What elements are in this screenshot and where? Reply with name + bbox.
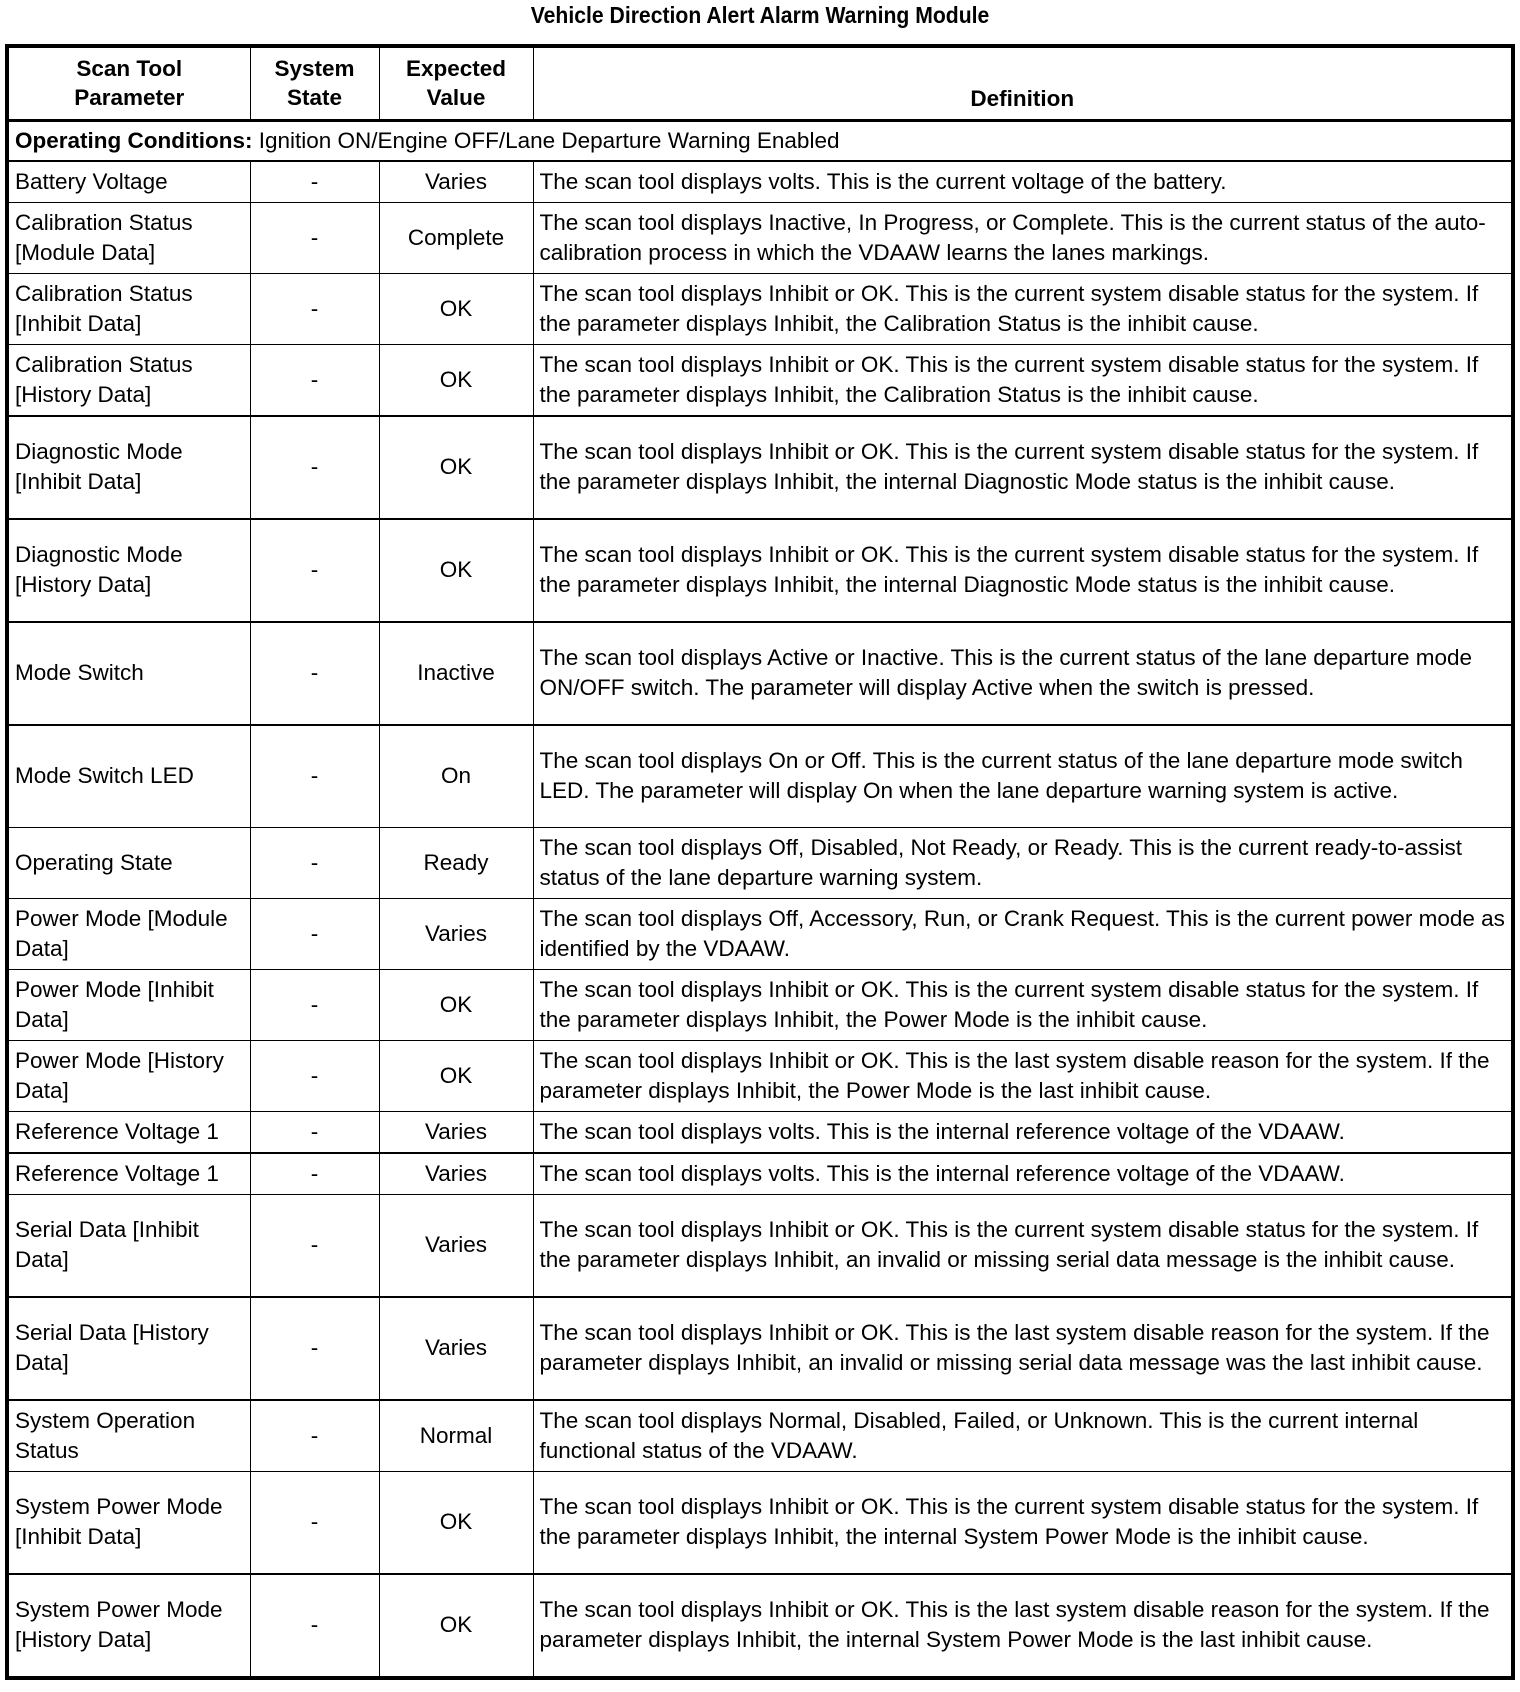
system-state-cell: -: [250, 1111, 379, 1153]
expected-value-cell: Normal: [379, 1400, 533, 1472]
parameter-cell: Serial Data [Inhibit Data]: [7, 1194, 250, 1297]
expected-value-cell: Varies: [379, 1111, 533, 1153]
column-header-line: Expected: [405, 56, 507, 82]
parameter-cell: System Power Mode [Inhibit Data]: [7, 1471, 250, 1574]
expected-value-cell: Complete: [379, 202, 533, 273]
parameter-cell: Serial Data [History Data]: [7, 1297, 250, 1400]
parameter-cell: Power Mode [Module Data]: [7, 898, 250, 969]
system-state-cell: -: [250, 1574, 379, 1678]
table-row: [7, 1111, 1513, 1153]
column-header-line: Scan Tool: [76, 56, 183, 82]
system-state-cell: -: [250, 898, 379, 969]
table-row: [7, 1194, 1513, 1297]
table-row: [7, 1040, 1513, 1111]
table-row: [7, 273, 1513, 344]
table-row: [7, 416, 1513, 519]
system-state-cell: -: [250, 725, 379, 828]
system-state-cell: -: [250, 416, 379, 519]
parameter-cell: Operating State: [7, 827, 250, 898]
definition-cell: The scan tool displays Off, Disabled, Not Ready, or Ready. This is the current ready-to-assist status of the lane departure warning system.: [533, 827, 1513, 898]
system-state-cell: -: [250, 622, 379, 725]
expected-value-cell: OK: [379, 1471, 533, 1574]
system-state-cell: -: [250, 1297, 379, 1400]
definition-cell: The scan tool displays Inhibit or OK. This is the current system disable status for the system. If the parameter displays Inhibit, the Calibration Status is the inhibit cause.: [533, 344, 1513, 416]
column-header-expected-value: [379, 46, 533, 120]
definition-cell: The scan tool displays Inactive, In Progress, or Complete. This is the current status of the auto-calibration process in which the VDAAW learns the lanes markings.: [533, 202, 1513, 273]
table-row: [7, 622, 1513, 725]
operating-conditions-value: Ignition ON/Engine OFF/Lane Departure Warning Enabled: [252, 127, 840, 153]
system-state-cell: -: [250, 273, 379, 344]
scan-tool-parameter-table: [5, 44, 1515, 1680]
parameter-cell: Diagnostic Mode [History Data]: [7, 519, 250, 622]
expected-value-cell: OK: [379, 969, 533, 1040]
system-state-cell: -: [250, 519, 379, 622]
definition-cell: The scan tool displays Inhibit or OK. This is the last system disable reason for the system. If the parameter displays Inhibit, the internal System Power Mode is the last inhibit cause.: [533, 1574, 1513, 1678]
parameter-cell: System Power Mode [History Data]: [7, 1574, 250, 1678]
parameter-cell: Power Mode [History Data]: [7, 1040, 250, 1111]
definition-cell: The scan tool displays Off, Accessory, Run, or Crank Request. This is the current power mode as identified by the VDAAW.: [533, 898, 1513, 969]
column-header-line: State: [286, 85, 343, 111]
parameter-cell: Power Mode [Inhibit Data]: [7, 969, 250, 1040]
document-title: Vehicle Direction Alert Alarm Warning Module: [530, 2, 990, 28]
expected-value-cell: Varies: [379, 1297, 533, 1400]
operating-conditions-cell: [7, 120, 1513, 161]
table-row: [7, 202, 1513, 273]
definition-cell: The scan tool displays volts. This is the internal reference voltage of the VDAAW.: [533, 1111, 1513, 1153]
column-header-line: Definition: [970, 85, 1075, 111]
system-state-cell: -: [250, 1194, 379, 1297]
expected-value-cell: OK: [379, 1040, 533, 1111]
definition-cell: The scan tool displays Inhibit or OK. This is the current system disable status for the system. If the parameter displays Inhibit, the internal System Power Mode is the inhibit cause.: [533, 1471, 1513, 1574]
table-row: [7, 898, 1513, 969]
parameter-cell: Reference Voltage 1: [7, 1111, 250, 1153]
expected-value-cell: Inactive: [379, 622, 533, 725]
definition-cell: The scan tool displays volts. This is the current voltage of the battery.: [533, 161, 1513, 203]
system-state-cell: -: [250, 827, 379, 898]
column-header-line: Parameter: [74, 85, 185, 111]
operating-conditions-label: Operating Conditions:: [15, 127, 253, 153]
system-state-cell: -: [250, 969, 379, 1040]
system-state-cell: -: [250, 1400, 379, 1472]
system-state-cell: -: [250, 1153, 379, 1195]
column-header-line: Value: [426, 85, 486, 111]
table-row: [7, 1400, 1513, 1472]
table-header-row: [7, 46, 1513, 120]
system-state-cell: -: [250, 1040, 379, 1111]
parameter-cell: Calibration Status [Module Data]: [7, 202, 250, 273]
table-row: [7, 969, 1513, 1040]
system-state-cell: -: [250, 344, 379, 416]
expected-value-cell: Varies: [379, 1194, 533, 1297]
column-header-definition: [533, 46, 1513, 120]
operating-conditions-row: [7, 120, 1513, 161]
table-row: [7, 1471, 1513, 1574]
definition-cell: The scan tool displays On or Off. This is the current status of the lane departure mode switch LED. The parameter will display On when the lane departure warning system is active.: [533, 725, 1513, 828]
table-row: [7, 1574, 1513, 1678]
parameter-cell: Reference Voltage 1: [7, 1153, 250, 1195]
column-header-line: System: [274, 56, 355, 82]
expected-value-cell: OK: [379, 519, 533, 622]
parameter-cell: Calibration Status [History Data]: [7, 344, 250, 416]
column-header-system-state: [250, 46, 379, 120]
expected-value-cell: On: [379, 725, 533, 828]
definition-cell: The scan tool displays Normal, Disabled, Failed, or Unknown. This is the current internal functional status of the VDAAW.: [533, 1400, 1513, 1472]
definition-cell: The scan tool displays volts. This is the internal reference voltage of the VDAAW.: [533, 1153, 1513, 1195]
parameter-cell: System Operation Status: [7, 1400, 250, 1472]
definition-cell: The scan tool displays Inhibit or OK. This is the current system disable status for the system. If the parameter displays Inhibit, the internal Diagnostic Mode status is the inhibit cause.: [533, 519, 1513, 622]
parameter-cell: Calibration Status [Inhibit Data]: [7, 273, 250, 344]
definition-cell: The scan tool displays Inhibit or OK. This is the current system disable status for the system. If the parameter displays Inhibit, the internal Diagnostic Mode status is the inhibit cause.: [533, 416, 1513, 519]
definition-cell: The scan tool displays Inhibit or OK. This is the current system disable status for the system. If the parameter displays Inhibit, the Calibration Status is the inhibit cause.: [533, 273, 1513, 344]
definition-cell: The scan tool displays Active or Inactive. This is the current status of the lane departure mode ON/OFF switch. The parameter will display Active when the switch is pressed.: [533, 622, 1513, 725]
definition-cell: The scan tool displays Inhibit or OK. This is the last system disable reason for the system. If the parameter displays Inhibit, the Power Mode is the last inhibit cause.: [533, 1040, 1513, 1111]
expected-value-cell: Varies: [379, 1153, 533, 1195]
expected-value-cell: OK: [379, 273, 533, 344]
column-header-parameter: [7, 46, 250, 120]
expected-value-cell: Varies: [379, 898, 533, 969]
table-row: [7, 1153, 1513, 1195]
system-state-cell: -: [250, 161, 379, 203]
table-row: [7, 827, 1513, 898]
parameter-cell: Mode Switch LED: [7, 725, 250, 828]
system-state-cell: -: [250, 202, 379, 273]
table-row: [7, 519, 1513, 622]
table-row: [7, 344, 1513, 416]
expected-value-cell: OK: [379, 1574, 533, 1678]
definition-cell: The scan tool displays Inhibit or OK. This is the current system disable status for the system. If the parameter displays Inhibit, an invalid or missing serial data message is the inhibit cause.: [533, 1194, 1513, 1297]
parameter-cell: Diagnostic Mode [Inhibit Data]: [7, 416, 250, 519]
definition-cell: The scan tool displays Inhibit or OK. This is the last system disable reason for the system. If the parameter displays Inhibit, an invalid or missing serial data message was the last inhibit cause.: [533, 1297, 1513, 1400]
table-row: [7, 161, 1513, 203]
parameter-cell: Battery Voltage: [7, 161, 250, 203]
parameter-cell: Mode Switch: [7, 622, 250, 725]
system-state-cell: -: [250, 1471, 379, 1574]
expected-value-cell: Ready: [379, 827, 533, 898]
table-row: [7, 725, 1513, 828]
definition-cell: The scan tool displays Inhibit or OK. This is the current system disable status for the system. If the parameter displays Inhibit, the Power Mode is the inhibit cause.: [533, 969, 1513, 1040]
expected-value-cell: OK: [379, 344, 533, 416]
table-row: [7, 1297, 1513, 1400]
expected-value-cell: OK: [379, 416, 533, 519]
expected-value-cell: Varies: [379, 161, 533, 203]
